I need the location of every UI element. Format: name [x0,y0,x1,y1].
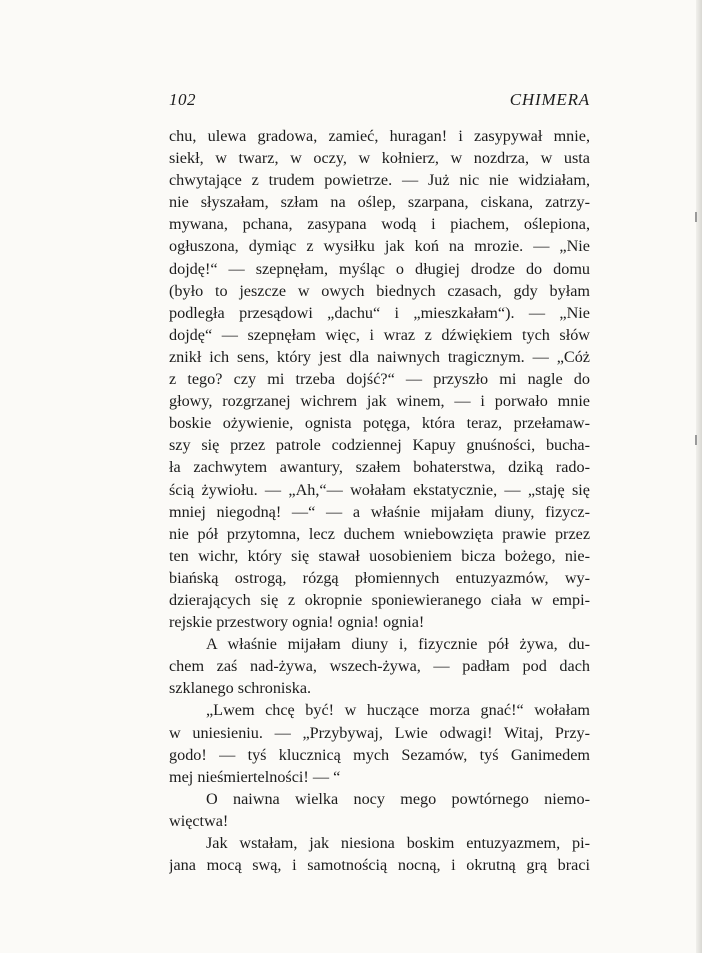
text-line: biańską ostrogą, rózgą płomiennych entuzyazmów, wy- [169,568,590,587]
page-edge [696,0,702,953]
text-line: ogłuszona, dymiąc z wysiłku jak koń na mrozie. — „Nie [169,237,590,256]
text-line: godo! — tyś klucznicą mych Sezamów, tyś Ganimedem [169,745,590,764]
text-line: szklanego schroniska. [169,679,312,698]
text-line: mniej niegodną! —“ — a właśnie mijałam diuny, fizycz- [169,502,590,521]
text-line: siekł, w twarz, w oczy, w kołnierz, w nozdrza, w usta [169,149,590,168]
text-line: dojdę!“ — szepnęłam, myśląc o długiej drodze do domu [169,259,590,278]
text-line: mej nieśmiertelności! — “ [169,767,341,786]
text-line: nie słyszałam, szłam na oślep, szarpana, ciskana, zatrzy- [169,193,590,212]
text-line: jana mocą swą, i samotnością nocną, i okrutną grą braci [169,856,590,875]
page-number: 102 [169,90,196,109]
text-line: chem zaś nad-żywa, wszech-żywa, — padłam pod dach [169,657,590,676]
text-line: ła zachwytem awantury, szałem bohaterstwa, dziką rado- [169,458,590,477]
text-line: chu, ulewa gradowa, zamieć, huragan! i zasypywał mnie, [169,127,590,145]
body-text [169,125,590,876]
page-header [169,90,590,110]
text-line: ścią żywiołu. — „Ah,“— wołałam ekstatycznie, — „staję się [169,480,590,499]
text-line: A właśnie mijałam diuny i, fizycznie pół żywa, du- [206,635,590,654]
text-line: O naiwna wielka nocy mego powtórnego niemo- [206,789,590,808]
text-line: nie pół przytomna, lecz duchem wniebowzięta prawie przez [169,524,590,543]
text-line: „Lwem chcę być! w huczące morza gnać!“ wołałam [206,701,590,720]
text-line: w uniesieniu. — „Przybywaj, Lwie odwagi! Witaj, Przy- [169,723,590,742]
text-line: głowy, rozgrzanej wichrem jak winem, — i porwało mnie [169,392,590,411]
text-line: Jak wstałam, jak niesiona boskim entuzyazmem, pi- [206,834,590,852]
margin-mark [695,435,697,445]
text-line: szy się przez patrole codziennej Kapuy gnuśności, bucha- [169,436,590,455]
text-line: mywana, pchana, zasypana wodą i piachem, oślepiona, [169,215,590,234]
text-line: podległa przesądowi „dachu“ i „mieszkałam“). — „Nie [169,303,590,322]
text-line: dojdę“ — szepnęłam więc, i wraz z dźwiękiem tych słów [169,325,590,344]
running-head: CHIMERA [509,90,590,109]
text-line: znikł ich sens, który jest dla naiwnych tragicznym. — „Cóż [169,347,590,366]
text-line: więctwa! [169,811,229,830]
text-line: z tego? czy mi trzeba dojść?“ — przyszło mi nagle do [169,370,590,389]
text-line: boskie ożywienie, ognista potęga, która teraz, przełamaw- [169,414,590,433]
text-line: chwytające z trudem powietrze. — Już nic nie widziałam, [169,171,590,190]
text-line: (było to jeszcze w owych biednych czasach, gdy byłam [169,281,590,300]
text-line: dzierających się z okropnie sponiewieranego ciała w empi- [169,590,590,609]
text-line: ten wichr, który się stawał uosobieniem bicza bożego, nie- [169,546,590,565]
text-line: rejskie przestwory ognia! ognia! ognia! [169,613,425,632]
margin-mark [695,212,697,222]
